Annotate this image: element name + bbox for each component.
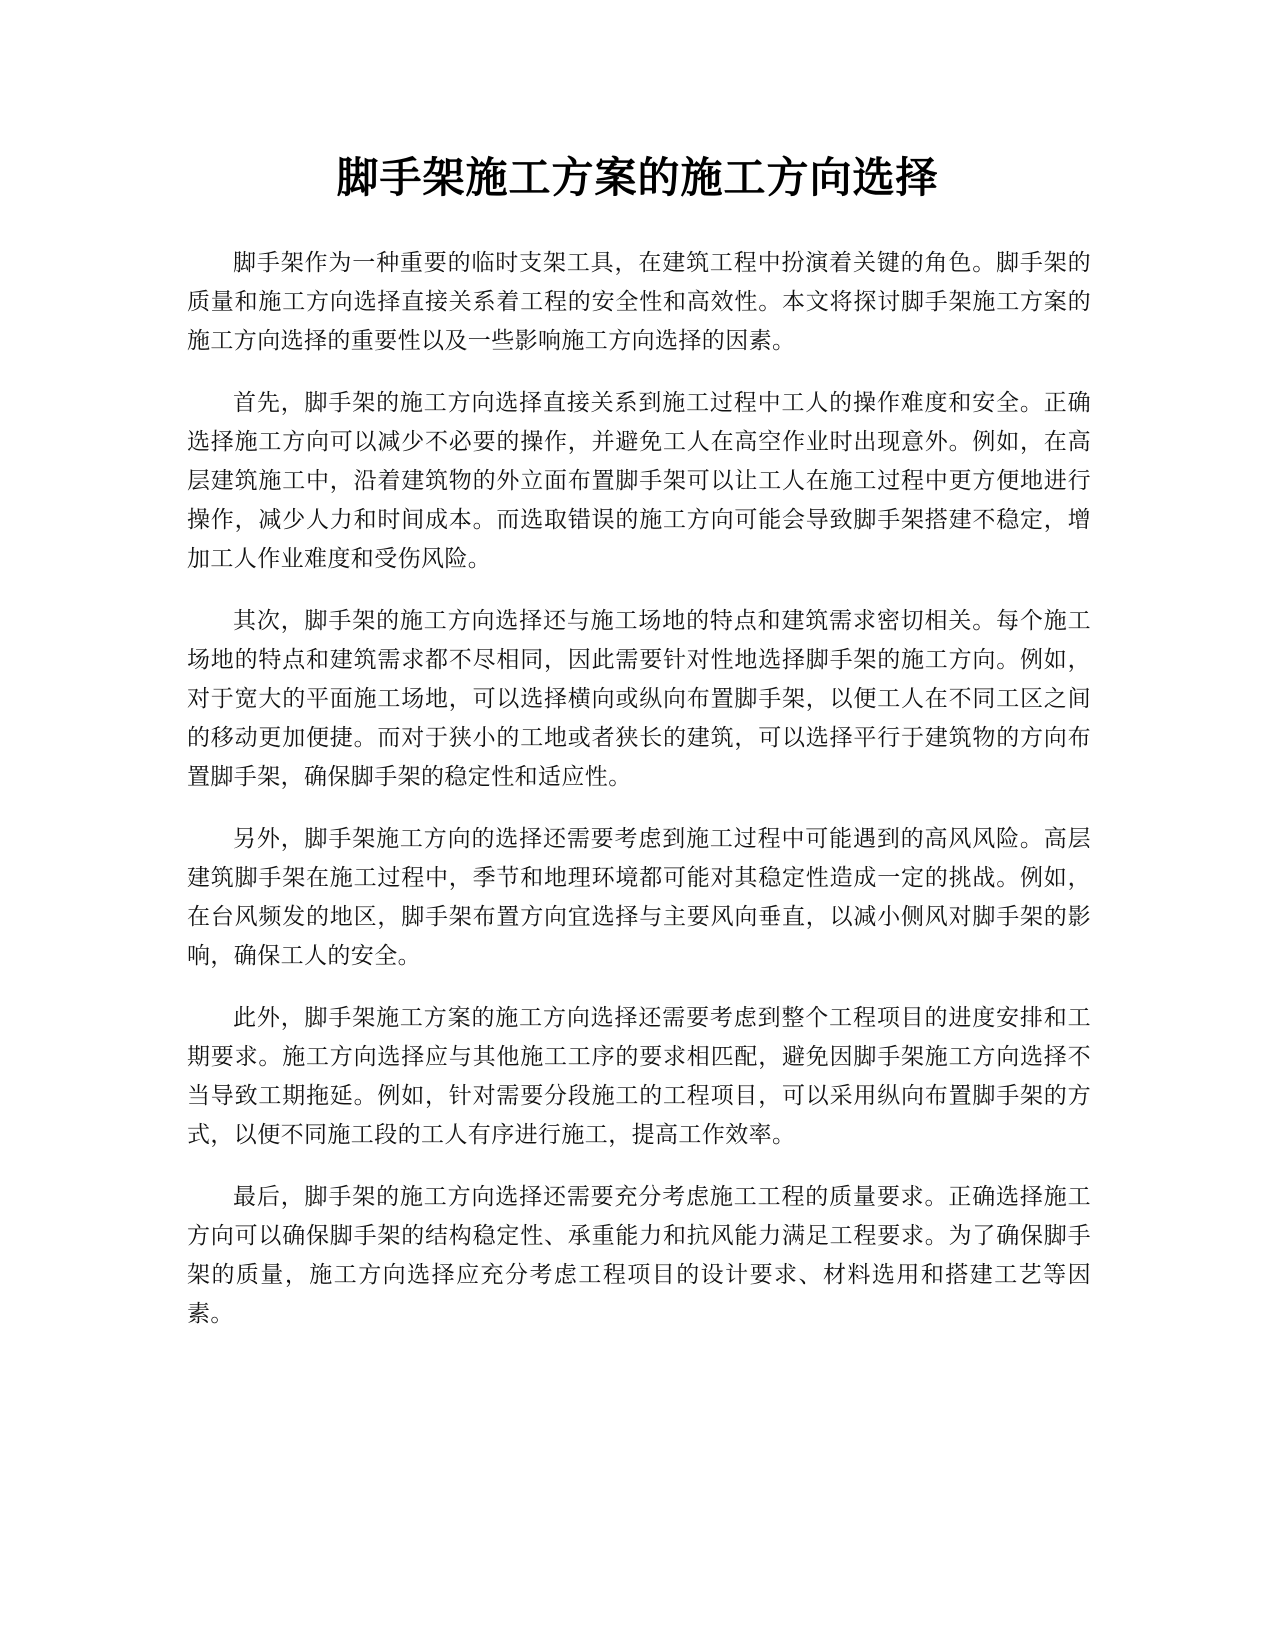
document-title: 脚手架施工方案的施工方向选择 <box>336 153 939 202</box>
paragraph-first: 首先，脚手架的施工方向选择直接关系到施工过程中工人的操作难度和安全。正确选择施工方向可以减少不必要的操作，并避免工人在高空作业时出现意外。例如，在高层建筑施工中，沿着建筑物的外立面布置脚手架可以让工人在施工过程中更方便地进行操作，减少人力和时间成本。而选取错误的施工方向可能会导致脚手架搭建不稳定，增加工人作业难度和受伤风险。 <box>187 390 1091 572</box>
paragraph-intro: 脚手架作为一种重要的临时支架工具，在建筑工程中扮演着关键的角色。脚手架的质量和施工方向选择直接关系着工程的安全性和高效性。本文将探讨脚手架施工方案的施工方向选择的重要性以及一些影响施工方向选择的因素。 <box>187 250 1091 354</box>
paragraph-third: 另外，脚手架施工方向的选择还需要考虑到施工过程中可能遇到的高风风险。高层建筑脚手架在施工过程中，季节和地理环境都可能对其稳定性造成一定的挑战。例如，在台风频发的地区，脚手架布置方向宜选择与主要风向垂直，以减小侧风对脚手架的影响，确保工人的安全。 <box>187 826 1091 969</box>
paragraph-second: 其次，脚手架的施工方向选择还与施工场地的特点和建筑需求密切相关。每个施工场地的特点和建筑需求都不尽相同，因此需要针对性地选择脚手架的施工方向。例如，对于宽大的平面施工场地，可以选择横向或纵向布置脚手架，以便工人在不同工区之间的移动更加便捷。而对于狭小的工地或者狭长的建筑，可以选择平行于建筑物的方向布置脚手架，确保脚手架的稳定性和适应性。 <box>187 608 1091 790</box>
document-body <box>187 244 1091 1357</box>
paragraph-fourth: 此外，脚手架施工方案的施工方向选择还需要考虑到整个工程项目的进度安排和工期要求。施工方向选择应与其他施工工序的要求相匹配，避免因脚手架施工方向选择不当导致工期拖延。例如，针对需要分段施工的工程项目，可以采用纵向布置脚手架的方式，以便不同施工段的工人有序进行施工，提高工作效率。 <box>187 1005 1091 1148</box>
paragraph-last: 最后，脚手架的施工方向选择还需要充分考虑施工工程的质量要求。正确选择施工方向可以确保脚手架的结构稳定性、承重能力和抗风能力满足工程要求。为了确保脚手架的质量，施工方向选择应充分考虑工程项目的设计要求、材料选用和搭建工艺等因素。 <box>187 1184 1091 1327</box>
